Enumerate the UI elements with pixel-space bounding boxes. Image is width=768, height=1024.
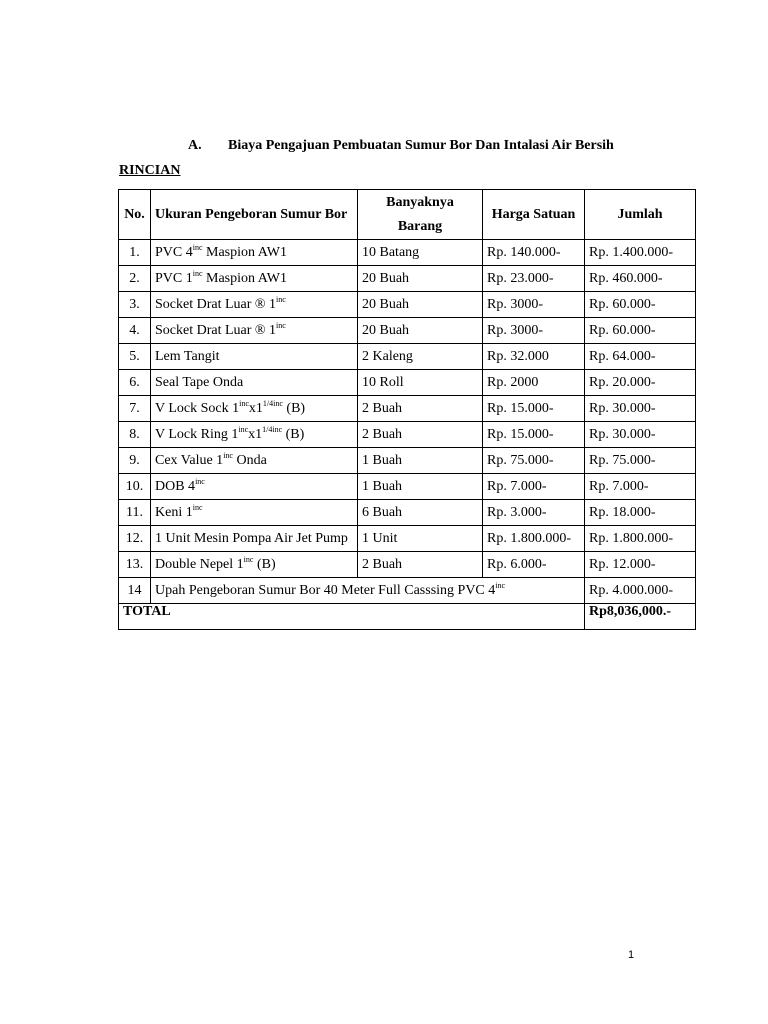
row-item: V Lock Sock $1^{inc}x1^{1/4inc}$ (B): [151, 396, 358, 422]
row-price: Rp. 15.000-: [483, 422, 585, 448]
row-price: Rp. 7.000-: [483, 474, 585, 500]
table-row: [119, 448, 696, 474]
table-row: [119, 422, 696, 448]
table-row-14: [119, 578, 696, 604]
row-qty: 10 Batang: [358, 240, 483, 266]
total-amount: Rp8,036,000.-: [585, 604, 696, 630]
table-total-row: [119, 604, 696, 630]
row-qty: 2 Buah: [358, 552, 483, 578]
row-qty: 20 Buah: [358, 318, 483, 344]
heading-title: Biaya Pengajuan Pembuatan Sumur Bor Dan Intalasi Air Bersih: [228, 138, 614, 153]
row-item: Upah Pengeboran Sumur Bor 40 Meter Full Casssing PVC $4^{inc}$: [151, 578, 585, 604]
row-item: V Lock Ring $1^{inc}x1^{1/4inc}$ (B): [151, 422, 358, 448]
table-row: [119, 370, 696, 396]
row-qty: 1 Buah: [358, 448, 483, 474]
row-price: Rp. 23.000-: [483, 266, 585, 292]
row-no: 11.: [119, 500, 151, 526]
row-price: Rp. 140.000-: [483, 240, 585, 266]
row-amount: Rp. 12.000-: [585, 552, 696, 578]
row-item: Socket Drat Luar ® $1^{inc}$: [151, 318, 358, 344]
table-row: [119, 292, 696, 318]
row-price: Rp. 75.000-: [483, 448, 585, 474]
table-header-row: [119, 190, 696, 240]
row-amount: Rp. 1.800.000-: [585, 526, 696, 552]
row-price: Rp. 3000-: [483, 292, 585, 318]
row-item: Keni $1^{inc}$: [151, 500, 358, 526]
row-price: Rp. 3000-: [483, 318, 585, 344]
row-qty: 2 Kaleng: [358, 344, 483, 370]
heading-letter: A.: [188, 138, 202, 153]
row-item: Cex Value $1^{inc}$ Onda: [151, 448, 358, 474]
table-row: [119, 240, 696, 266]
row-item: PVC $4^{inc}$ Maspion AW1: [151, 240, 358, 266]
row-price: Rp. 32.000: [483, 344, 585, 370]
row-qty: 20 Buah: [358, 266, 483, 292]
table-row: [119, 344, 696, 370]
total-label: TOTAL: [119, 604, 585, 630]
row-price: Rp. 15.000-: [483, 396, 585, 422]
row-amount: Rp. 30.000-: [585, 422, 696, 448]
row-amount: Rp. 7.000-: [585, 474, 696, 500]
row-no: 13.: [119, 552, 151, 578]
table-row: [119, 266, 696, 292]
row-no: 12.: [119, 526, 151, 552]
row-qty: 2 Buah: [358, 422, 483, 448]
header-item: Ukuran Pengeboran Sumur Bor: [151, 190, 358, 240]
row-item: 1 Unit Mesin Pompa Air Jet Pump: [151, 526, 358, 552]
row-no: 1.: [119, 240, 151, 266]
cost-table: [118, 189, 696, 630]
page-number: 1: [628, 949, 635, 961]
row-qty: 2 Buah: [358, 396, 483, 422]
table-row: [119, 474, 696, 500]
row-no: 6.: [119, 370, 151, 396]
row-price: Rp. 1.800.000-: [483, 526, 585, 552]
row-no: 5.: [119, 344, 151, 370]
row-no: 7.: [119, 396, 151, 422]
row-qty: 6 Buah: [358, 500, 483, 526]
row-no: 8.: [119, 422, 151, 448]
table-row: [119, 500, 696, 526]
row-item: DOB $4^{inc}$: [151, 474, 358, 500]
row-amount: Rp. 64.000-: [585, 344, 696, 370]
header-no: No.: [119, 190, 151, 240]
header-qty-line1: Banyaknya: [386, 194, 454, 210]
row-qty: 10 Roll: [358, 370, 483, 396]
section-label: RINCIAN: [119, 163, 181, 178]
row-item: Lem Tangit: [151, 344, 358, 370]
row-amount: Rp. 460.000-: [585, 266, 696, 292]
table-row: [119, 396, 696, 422]
table-row: [119, 552, 696, 578]
row-amount: Rp. 18.000-: [585, 500, 696, 526]
row-amount: Rp. 60.000-: [585, 292, 696, 318]
row-amount: Rp. 1.400.000-: [585, 240, 696, 266]
header-qty-line2: Barang: [397, 218, 443, 234]
row-qty: 1 Unit: [358, 526, 483, 552]
row-amount: Rp. 75.000-: [585, 448, 696, 474]
table-row: [119, 318, 696, 344]
table-row: [119, 526, 696, 552]
row-amount: Rp. 4.000.000-: [585, 578, 696, 604]
row-price: Rp. 6.000-: [483, 552, 585, 578]
row-no: 2.: [119, 266, 151, 292]
row-amount: Rp. 20.000-: [585, 370, 696, 396]
row-amount: Rp. 60.000-: [585, 318, 696, 344]
row-no: 9.: [119, 448, 151, 474]
row-item: Socket Drat Luar ® $1^{inc}$: [151, 292, 358, 318]
row-item: PVC $1^{inc}$ Maspion AW1: [151, 266, 358, 292]
row-no: 4.: [119, 318, 151, 344]
row-no: 3.: [119, 292, 151, 318]
section-heading: [188, 138, 614, 154]
row-price: Rp. 3.000-: [483, 500, 585, 526]
row-item: Double Nepel $1^{inc}$ (B): [151, 552, 358, 578]
row-item: Seal Tape Onda: [151, 370, 358, 396]
row-no: 14: [119, 578, 151, 604]
row-no: 10.: [119, 474, 151, 500]
row-qty: 20 Buah: [358, 292, 483, 318]
header-total: Jumlah: [585, 190, 696, 240]
row-amount: Rp. 30.000-: [585, 396, 696, 422]
header-unit-price: Harga Satuan: [483, 190, 585, 240]
row-qty: 1 Buah: [358, 474, 483, 500]
row-price: Rp. 2000: [483, 370, 585, 396]
header-qty: [358, 190, 483, 240]
